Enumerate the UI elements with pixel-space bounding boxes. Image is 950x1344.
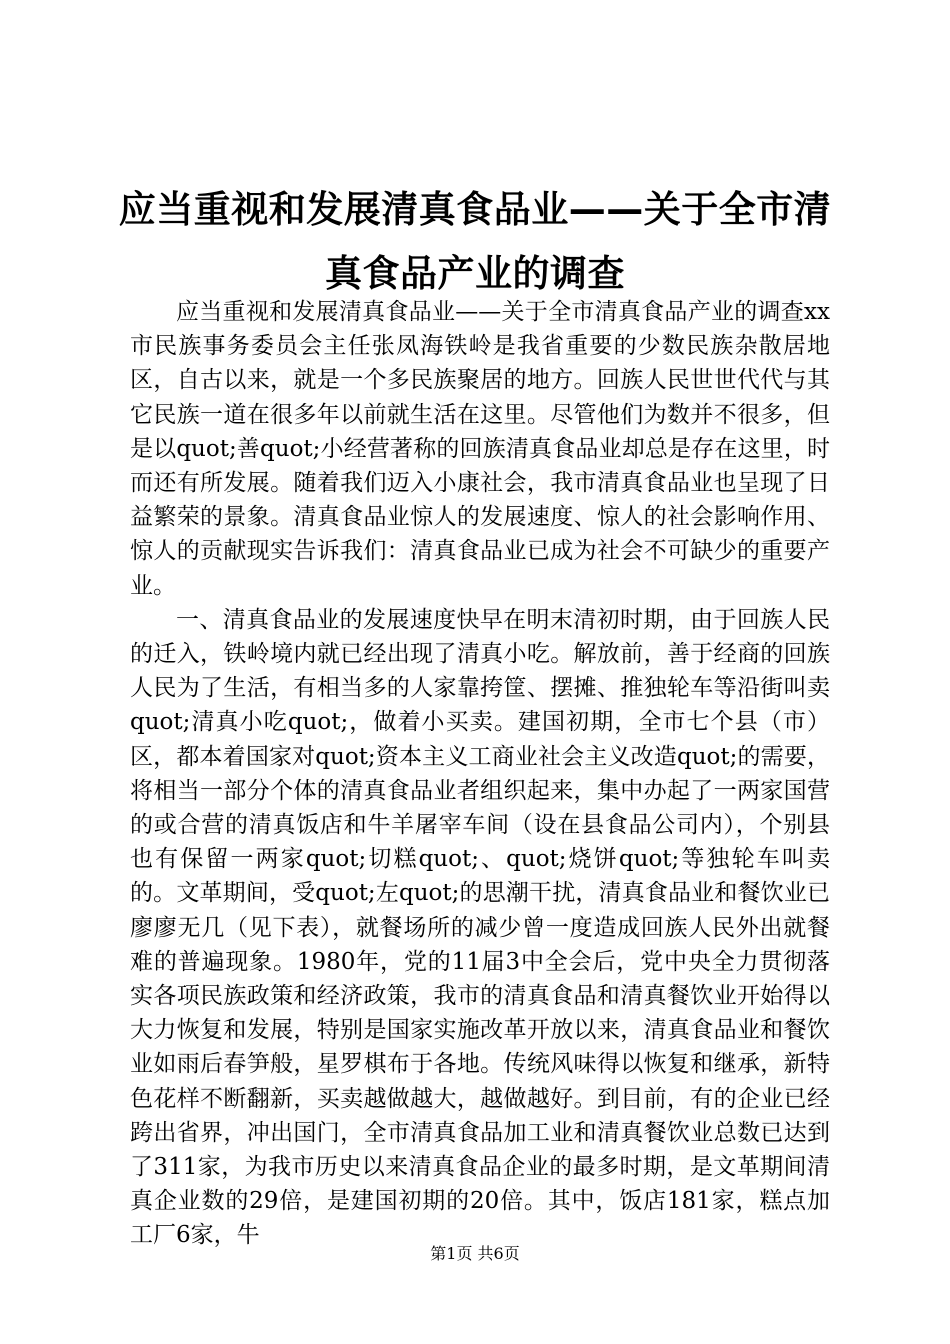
page-number-footer: 第1页 共6页 (430, 1244, 520, 1263)
paragraph-intro: 应当重视和发展清真食品业——关于全市清真食品产业的调查xx市民族事务委员会主任张凤海铁岭是我省重要的少数民族杂散居地区，自古以来，就是一个多民族聚居的地方。回族人民世世代代与其它民族一道在很多年以前就生活在这里。尽管他们为数并不很多，但是以quot;善quot;小经营著称的回族清真食品业却总是存在这里，时而还有所发展。随着我们迈入小康社会，我市清真食品业也呈现了日益繁荣的景象。清真食品业惊人的发展速度、惊人的社会影响作用、惊人的贡献现实告诉我们：清真食品业已成为社会不可缺少的重要产业。 (130, 299, 830, 599)
paragraph-section-1: 一、清真食品业的发展速度快早在明末清初时期，由于回族人民的迁入，铁岭境内就已经出现了清真小吃。解放前，善于经商的回族人民为了生活，有相当多的人家靠挎筐、摆摊、推独轮车等沿街叫卖quot;清真小吃quot;，做着小买卖。建国初期，全市七个县（市）区，都本着国家对quot;资本主义工商业社会主义改造quot;的需要，将相当一部分个体的清真食品业者组织起来，集中办起了一两家国营的或合营的清真饭店和牛羊屠宰车间（设在县食品公司内），个别县也有保留一两家quot;切糕quot;、quot;烧饼quot;等独轮车叫卖的。文革期间，受quot;左quot;的思潮干扰，清真食品业和餐饮业已廖廖无几（见下表），就餐场所的减少曾一度造成回族人民外出就餐难的普遍现象。1980年，党的11届3中全会后，党中央全力贯彻落实各项民族政策和经济政策，我市的清真食品和清真餐饮业开始得以大力恢复和发展，特别是国家实施改革开放以来，清真食品业和餐饮业如雨后春笋般，星罗棋布于各地。传统风味得以恢复和继承，新特色花样不断翻新，买卖越做越大，越做越好。到目前，有的企业已经跨出省界，冲出国门，全市清真食品加工业和清真餐饮业总数已达到了311家，为我市历史以来清真食品企业的最多时期，是文革期间清真企业数的29倍，是建国初期的20倍。其中，饭店181家，糕点加工厂6家，牛 (130, 606, 830, 1249)
document-title: 应当重视和发展清真食品业——关于全市清真食品产业的调查 (118, 188, 832, 295)
document-body (130, 295, 830, 1253)
